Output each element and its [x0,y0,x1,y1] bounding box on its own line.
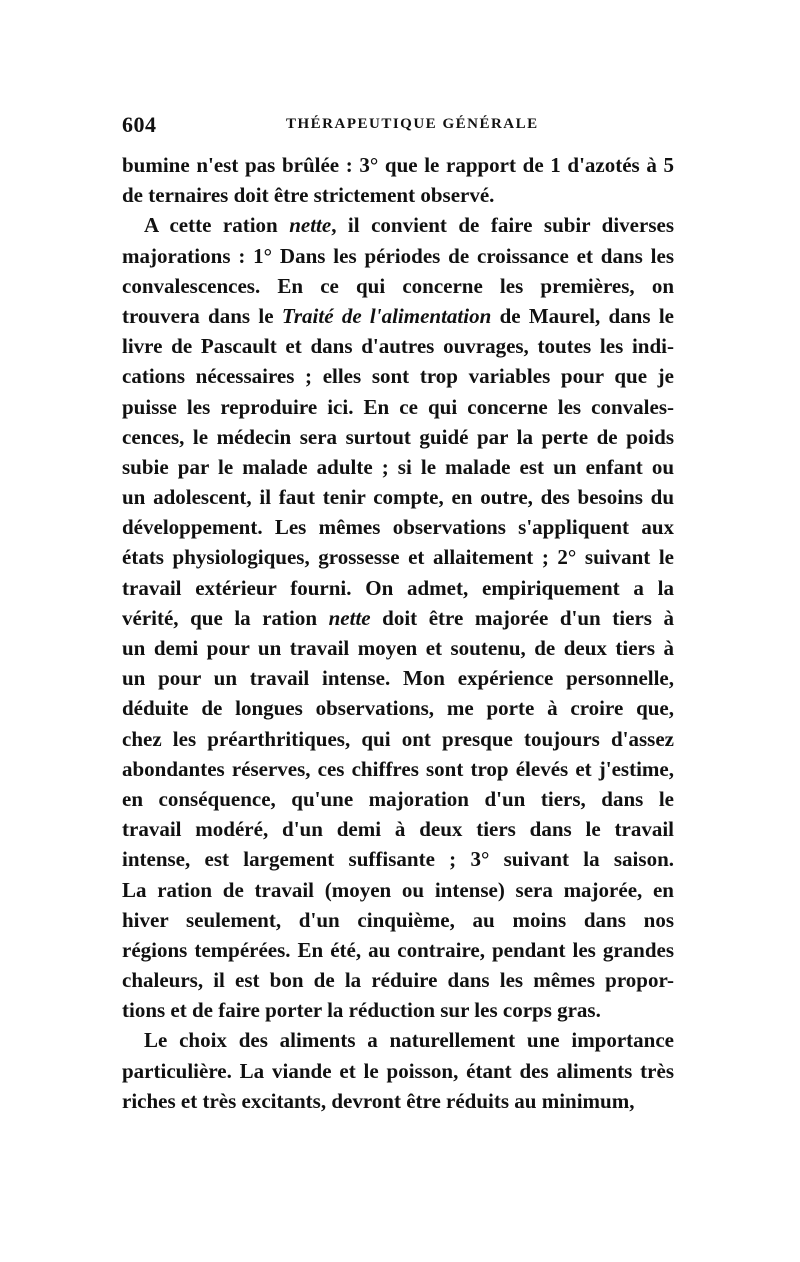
text-line: riches et très excitants, devront être réduits au minimum, [122,1088,635,1113]
text-line: abondantes réserves, ces chiffres sont trop élevés et j'estime, [122,756,674,781]
text-line: de ternaires doit être strictement observé. [122,183,495,208]
text-line: intense, est largement suffisante ; 3° suivant la saison. [122,847,674,872]
text-line: La ration de travail (moyen ou intense) sera majorée, en [122,877,674,902]
italic-phrase: nette [289,213,332,238]
text-line: en conséquence, qu'une majoration d'un tiers, dans le [122,786,674,811]
text-line: travail extérieur fourni. On admet, empiriquement a la [122,575,674,600]
text-line: travail modéré, d'un demi à deux tiers dans le travail [122,817,674,842]
italic-phrase: nette [328,605,371,630]
text-line: chez les préarthritiques, qui ont presque toujours d'assez [122,726,674,751]
text-line: développement. Les mêmes observations s'appliquent aux [122,515,674,540]
text-line: livre de Pascault et dans d'autres ouvrages, toutes les indi- [122,334,674,359]
italic-phrase: Traité de l'alimentation [281,303,492,328]
body-text [122,150,674,1116]
text-line: régions tempérées. En été, au contraire, pendant les grandes [122,937,674,962]
text-line: majorations : 1° Dans les périodes de croissance et dans les [122,243,674,268]
text-line: un demi pour un travail moyen et soutenu, de deux tiers à [122,636,674,660]
text-line: puisse les reproduire ici. En ce qui concerne les convales- [122,394,674,419]
text-line: cences, le médecin sera surtout guidé par la perte de poids [122,424,674,449]
text-line: hiver seulement, d'un cinquième, au moins dans nos [122,907,674,932]
text-line: déduite de longues observations, me porte à croire que, [122,696,674,721]
text-line: A cette ration nette, il convient de faire subir diverses [144,213,674,238]
text-line: bumine n'est pas brûlée : 3° que le rapport de 1 d'azotés à 5 [122,153,674,177]
text-line: subie par le malade adulte ; si le malade est un enfant ou [122,454,674,479]
text-line: un pour un travail intense. Mon expérience personnelle, [122,666,674,691]
page-number: 604 [122,112,157,137]
text-line: Le choix des aliments a naturellement une importance [144,1028,674,1053]
text-line: chaleurs, il est bon de la réduire dans les mêmes propor- [122,968,674,993]
text-line: vérité, que la ration nette doit être majorée d'un tiers à [122,605,674,630]
text-line: particulière. La viande et le poisson, étant des aliments très [122,1058,674,1083]
text-line: tions et de faire porter la réduction sur les corps gras. [122,998,601,1023]
text-line: convalescences. En ce qui concerne les premières, on [122,273,674,298]
text-line: états physiologiques, grossesse et allaitement ; 2° suivant le [122,545,674,570]
text-line: cations nécessaires ; elles sont trop variables pour que je [122,364,674,389]
running-title: THÉRAPEUTIQUE GÉNÉRALE [286,116,539,132]
running-head [122,112,680,138]
text-line: un adolescent, il faut tenir compte, en outre, des besoins du [122,485,674,510]
text-line: trouvera dans le Traité de l'alimentation de Maurel, dans le [122,303,674,328]
